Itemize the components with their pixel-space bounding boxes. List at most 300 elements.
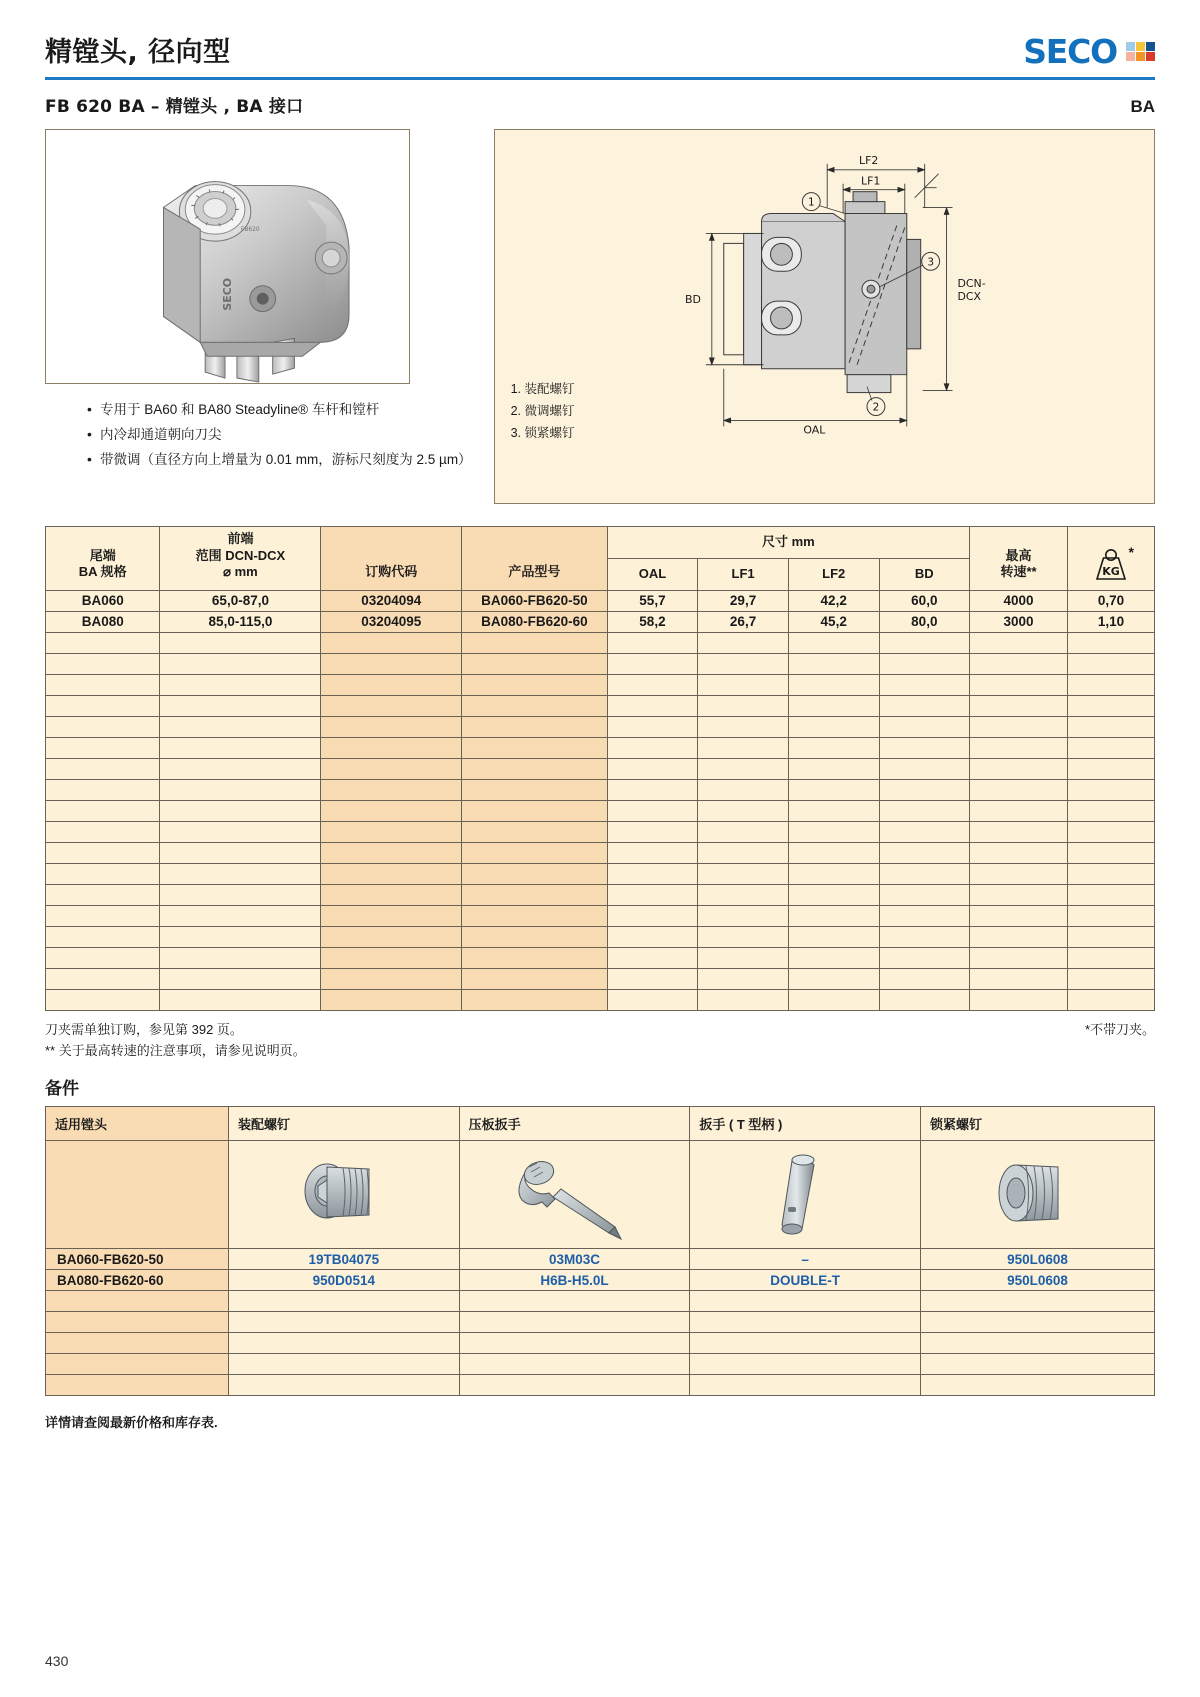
cell-empty: [462, 821, 607, 842]
cell-empty: [1067, 737, 1154, 758]
acc-col-header-mount-screw: 装配螺钉: [228, 1107, 459, 1141]
acc-cell-empty: [228, 1291, 459, 1312]
cell-empty: [160, 779, 321, 800]
legend-item-3: 3. 锁紧螺钉: [510, 426, 575, 441]
svg-text:SECO: SECO: [220, 277, 234, 311]
table-row-empty: [46, 884, 1155, 905]
accessories-row-empty: [46, 1354, 1155, 1375]
col-header-max-rpm: [970, 527, 1068, 591]
page-number: 430: [45, 1653, 69, 1669]
cell-empty: [879, 737, 970, 758]
table-row-empty: [46, 695, 1155, 716]
cell-empty: [879, 968, 970, 989]
cell-empty: [607, 989, 698, 1010]
cell-empty: [788, 905, 879, 926]
acc-cell-clamp-wrench: H6B-H5.0L: [459, 1270, 690, 1291]
cell-empty: [160, 758, 321, 779]
cell-empty: [698, 947, 789, 968]
acc-cell-empty: [921, 1354, 1155, 1375]
col-header-oal: OAL: [607, 558, 698, 590]
acc-image-lock-screw: [921, 1141, 1155, 1249]
cell-empty: [321, 989, 462, 1010]
table-row-empty: [46, 989, 1155, 1010]
cell-empty: [607, 716, 698, 737]
cell-empty: [160, 842, 321, 863]
cell-empty: [607, 947, 698, 968]
product-photo-box: [45, 129, 410, 384]
cell-empty: [607, 758, 698, 779]
acc-cell-model: BA080-FB620-60: [46, 1270, 229, 1291]
cell-empty: [160, 884, 321, 905]
cell-empty: [46, 716, 160, 737]
cell-empty: [879, 989, 970, 1010]
col-header-shank-l1: 尾端: [89, 547, 116, 563]
dim-label-dcn: DCN-: [957, 277, 986, 291]
cell-oal: 55,7: [607, 590, 698, 611]
col-header-front-l2: 范围 DCN-DCX: [195, 547, 286, 563]
cell-empty: [321, 968, 462, 989]
cell-empty: [321, 863, 462, 884]
cell-empty: [1067, 716, 1154, 737]
logo-swatch-4: [1126, 52, 1135, 61]
cell-empty: [321, 821, 462, 842]
cell-bd: 80,0: [879, 611, 970, 632]
cell-empty: [462, 716, 607, 737]
cell-shank: BA060: [46, 590, 160, 611]
cell-shank: BA080: [46, 611, 160, 632]
top-panels: [45, 129, 1155, 504]
cell-empty: [1067, 842, 1154, 863]
cell-empty: [788, 779, 879, 800]
specification-table: [45, 526, 1155, 1011]
weight-kg-icon: [1090, 543, 1134, 581]
cell-empty: [46, 989, 160, 1010]
cell-empty: [788, 926, 879, 947]
cell-empty: [160, 968, 321, 989]
product-photo: [46, 130, 409, 383]
table-row: [46, 611, 1155, 632]
cell-empty: [607, 926, 698, 947]
acc-cell-empty: [46, 1333, 229, 1354]
acc-cell-t-wrench: –: [690, 1249, 921, 1270]
cell-empty: [462, 800, 607, 821]
cell-empty: [970, 884, 1068, 905]
cell-empty: [462, 905, 607, 926]
table-notes: [45, 1020, 1155, 1062]
accessories-header-row: [46, 1107, 1155, 1141]
lock-screw-icon: [986, 1145, 1090, 1241]
acc-cell-empty: [459, 1291, 690, 1312]
cell-empty: [879, 632, 970, 653]
cell-empty: [321, 779, 462, 800]
cell-empty: [1067, 779, 1154, 800]
acc-cell-empty: [690, 1375, 921, 1396]
cell-empty: [970, 737, 1068, 758]
cell-empty: [462, 758, 607, 779]
cell-empty: [46, 842, 160, 863]
cell-empty: [879, 863, 970, 884]
cell-empty: [321, 758, 462, 779]
legend-item-1: 1. 装配螺钉: [510, 382, 575, 397]
cell-empty: [970, 674, 1068, 695]
cell-empty: [970, 716, 1068, 737]
header-rule: [45, 77, 1155, 80]
table-row-empty: [46, 779, 1155, 800]
acc-cell-t-wrench: DOUBLE-T: [690, 1270, 921, 1291]
cell-empty: [788, 737, 879, 758]
logo-swatch-2: [1136, 42, 1145, 51]
cell-bd: 60,0: [879, 590, 970, 611]
cell-empty: [788, 653, 879, 674]
cell-empty: [607, 821, 698, 842]
cell-empty: [607, 884, 698, 905]
cell-empty: [321, 632, 462, 653]
table-row-empty: [46, 758, 1155, 779]
cell-empty: [160, 947, 321, 968]
cell-empty: [462, 779, 607, 800]
cell-empty: [788, 989, 879, 1010]
cell-empty: [698, 968, 789, 989]
cell-empty: [46, 905, 160, 926]
cell-empty: [462, 884, 607, 905]
cell-lf1: 26,7: [698, 611, 789, 632]
seco-logo: [1023, 32, 1155, 71]
feature-bullet-0: • 专用于 BA60 和 BA80 Steadyline® 车杆和镗杆: [85, 398, 472, 423]
accessories-row: [46, 1249, 1155, 1270]
cell-empty: [698, 674, 789, 695]
t-wrench-icon: [509, 1145, 639, 1241]
accessories-section-title: 备件: [45, 1079, 79, 1100]
cell-empty: [788, 674, 879, 695]
cell-lf2: 45,2: [788, 611, 879, 632]
cell-empty: [462, 968, 607, 989]
cell-empty: [46, 674, 160, 695]
svg-text:FB620: FB620: [240, 226, 260, 234]
legend-item-2: 2. 微调螺钉: [510, 404, 575, 419]
table-header-row-1: [46, 527, 1155, 559]
dim-label-lf2: LF2: [858, 153, 878, 167]
cell-empty: [462, 926, 607, 947]
cell-empty: [1067, 800, 1154, 821]
col-header-order-code: 订购代码: [321, 527, 462, 591]
cell-empty: [1067, 632, 1154, 653]
cell-empty: [879, 842, 970, 863]
cell-empty: [321, 695, 462, 716]
cell-empty: [788, 947, 879, 968]
cell-empty: [160, 800, 321, 821]
cell-empty: [1067, 653, 1154, 674]
cell-empty: [321, 800, 462, 821]
col-header-shank: [46, 527, 160, 591]
col-header-front-range: [160, 527, 321, 591]
cell-empty: [46, 695, 160, 716]
accessories-row-empty: [46, 1375, 1155, 1396]
cell-product: BA060-FB620-50: [462, 590, 607, 611]
acc-cell-empty: [46, 1312, 229, 1333]
table-row-empty: [46, 653, 1155, 674]
cell-empty: [970, 968, 1068, 989]
technical-drawing: [495, 130, 1154, 503]
acc-cell-empty: [690, 1354, 921, 1375]
cell-empty: [462, 632, 607, 653]
cell-empty: [462, 863, 607, 884]
acc-cell-mount-screw: 19TB04075: [228, 1249, 459, 1270]
footer-note: 详情请查阅最新价格和库存表.: [45, 1415, 218, 1431]
cell-empty: [462, 989, 607, 1010]
cell-lf1: 29,7: [698, 590, 789, 611]
cell-empty: [46, 863, 160, 884]
acc-cell-empty: [46, 1354, 229, 1375]
cell-empty: [1067, 695, 1154, 716]
col-header-product-type: 产品型号: [462, 527, 607, 591]
cell-empty: [788, 821, 879, 842]
acc-cell-empty: [690, 1312, 921, 1333]
table-row-empty: [46, 842, 1155, 863]
cell-empty: [607, 695, 698, 716]
cell-empty: [607, 779, 698, 800]
acc-cell-mount-screw: 950D0514: [228, 1270, 459, 1291]
cell-empty: [46, 653, 160, 674]
cell-empty: [607, 653, 698, 674]
cell-empty: [607, 968, 698, 989]
cell-empty: [160, 926, 321, 947]
cell-empty: [788, 884, 879, 905]
accessories-row-empty: [46, 1333, 1155, 1354]
weight-icon-box: [1071, 531, 1151, 581]
product-family-label: FB 620 BA – 精镗头 , BA 接口: [45, 97, 304, 117]
cell-empty: [160, 821, 321, 842]
acc-cell-lock-screw: 950L0608: [921, 1249, 1155, 1270]
cell-empty: [879, 926, 970, 947]
cell-range: 85,0-115,0: [160, 611, 321, 632]
acc-cell-empty: [228, 1333, 459, 1354]
table-row-empty: [46, 821, 1155, 842]
cell-empty: [46, 758, 160, 779]
cell-empty: [46, 779, 160, 800]
cell-empty: [698, 800, 789, 821]
cell-empty: [462, 947, 607, 968]
cell-empty: [46, 737, 160, 758]
acc-col-header-clamp-wrench: 压板扳手: [459, 1107, 690, 1141]
accessories-row: [46, 1270, 1155, 1291]
cell-empty: [698, 989, 789, 1010]
cell-empty: [160, 716, 321, 737]
cell-empty: [970, 695, 1068, 716]
cell-empty: [788, 716, 879, 737]
acc-image-blank: [46, 1141, 229, 1249]
accessories-table: [45, 1106, 1155, 1396]
cell-empty: [160, 695, 321, 716]
cell-empty: [970, 779, 1068, 800]
cell-empty: [1067, 947, 1154, 968]
acc-cell-empty: [46, 1291, 229, 1312]
dim-label-dcx: DCX: [957, 290, 981, 304]
cell-empty: [46, 632, 160, 653]
corner-code-label: BA: [1130, 97, 1155, 116]
dim-label-bd: BD: [684, 293, 701, 307]
cell-lf2: 42,2: [788, 590, 879, 611]
cell-empty: [970, 653, 1068, 674]
cell-empty: [160, 653, 321, 674]
cell-empty: [970, 863, 1068, 884]
cell-empty: [879, 695, 970, 716]
acc-col-header-model: 适用镗头: [46, 1107, 229, 1141]
cell-empty: [698, 716, 789, 737]
cell-empty: [462, 737, 607, 758]
cell-empty: [607, 905, 698, 926]
cell-empty: [970, 842, 1068, 863]
specification-table-body: [46, 590, 1155, 1010]
cell-empty: [879, 905, 970, 926]
table-row-empty: [46, 947, 1155, 968]
cell-kg: 1,10: [1067, 611, 1154, 632]
cell-empty: [607, 800, 698, 821]
table-row-empty: [46, 926, 1155, 947]
cell-empty: [160, 674, 321, 695]
cell-order-code: 03204094: [321, 590, 462, 611]
cell-kg: 0,70: [1067, 590, 1154, 611]
acc-cell-empty: [459, 1312, 690, 1333]
cell-empty: [698, 926, 789, 947]
cell-empty: [321, 737, 462, 758]
acc-cell-empty: [921, 1375, 1155, 1396]
cell-empty: [788, 842, 879, 863]
cell-empty: [321, 653, 462, 674]
cell-empty: [1067, 758, 1154, 779]
acc-cell-empty: [921, 1291, 1155, 1312]
cell-empty: [879, 653, 970, 674]
cell-empty: [788, 758, 879, 779]
cell-empty: [1067, 884, 1154, 905]
cell-empty: [788, 632, 879, 653]
note-line-2: ** 关于最高转速的注意事项，请参见说明页。: [45, 1042, 306, 1058]
technical-diagram-box: [494, 129, 1155, 504]
cell-empty: [879, 884, 970, 905]
acc-cell-empty: [228, 1375, 459, 1396]
col-header-lf2: LF2: [788, 558, 879, 590]
cell-empty: [970, 947, 1068, 968]
seco-logo-text: SECO: [1023, 32, 1117, 71]
cell-empty: [160, 863, 321, 884]
table-row-empty: [46, 737, 1155, 758]
cell-empty: [462, 653, 607, 674]
table-row-empty: [46, 863, 1155, 884]
acc-cell-empty: [228, 1312, 459, 1333]
cell-empty: [970, 800, 1068, 821]
cell-product: BA080-FB620-60: [462, 611, 607, 632]
cell-empty: [970, 758, 1068, 779]
logo-swatch-3: [1146, 42, 1155, 51]
cell-empty: [160, 632, 321, 653]
sub-header: [45, 92, 1155, 117]
cell-empty: [321, 674, 462, 695]
cell-empty: [321, 947, 462, 968]
table-row-empty: [46, 905, 1155, 926]
cell-empty: [879, 800, 970, 821]
table-row-empty: [46, 800, 1155, 821]
cell-rpm: 3000: [970, 611, 1068, 632]
accessories-table-body: [46, 1249, 1155, 1396]
cell-empty: [321, 926, 462, 947]
cell-empty: [698, 632, 789, 653]
col-header-rpm-l1: 最高: [1005, 547, 1032, 563]
acc-cell-empty: [921, 1312, 1155, 1333]
cell-empty: [698, 779, 789, 800]
cell-empty: [1067, 968, 1154, 989]
acc-cell-empty: [921, 1333, 1155, 1354]
cell-empty: [698, 842, 789, 863]
acc-image-mount-screw: [228, 1141, 459, 1249]
cell-oal: 58,2: [607, 611, 698, 632]
accessories-row-empty: [46, 1291, 1155, 1312]
accessories-row-empty: [46, 1312, 1155, 1333]
dim-label-lf1: LF1: [860, 174, 880, 188]
note-right: *不带刀夹。: [1084, 1021, 1155, 1037]
cell-empty: [879, 947, 970, 968]
cell-empty: [607, 674, 698, 695]
table-row: [46, 590, 1155, 611]
cell-empty: [46, 800, 160, 821]
col-header-front-l1: 前端: [227, 531, 254, 546]
cell-empty: [607, 737, 698, 758]
callout-3: 3: [926, 256, 934, 269]
cell-rpm: 4000: [970, 590, 1068, 611]
cell-empty: [46, 968, 160, 989]
cell-empty: [788, 863, 879, 884]
t-handle-icon: [762, 1145, 848, 1241]
col-header-bd: BD: [879, 558, 970, 590]
cell-empty: [879, 758, 970, 779]
acc-col-header-t-wrench: 扳手 ( T 型柄 ): [690, 1107, 921, 1141]
cell-empty: [1067, 821, 1154, 842]
diagram-legend: [511, 379, 575, 445]
dim-label-oal: OAL: [802, 423, 825, 437]
cell-empty: [970, 821, 1068, 842]
note-line-1: 刀夹需单独订购，参见第 392 页。: [45, 1021, 243, 1037]
cell-empty: [462, 695, 607, 716]
cell-empty: [462, 842, 607, 863]
cell-empty: [879, 821, 970, 842]
photo-column: [45, 129, 472, 486]
acc-cell-empty: [459, 1354, 690, 1375]
callout-1: 1: [807, 196, 815, 209]
cell-empty: [970, 989, 1068, 1010]
feature-bullet-list: [45, 398, 472, 473]
cell-empty: [46, 926, 160, 947]
cell-empty: [46, 821, 160, 842]
cell-empty: [321, 716, 462, 737]
cell-empty: [1067, 989, 1154, 1010]
cell-empty: [698, 758, 789, 779]
cell-empty: [788, 695, 879, 716]
cell-empty: [462, 674, 607, 695]
feature-bullet-2: • 带微调（直径方向上增量为 0.01 mm，游标尺刻度为 2.5 µm）: [85, 448, 472, 473]
acc-image-t-wrench: [690, 1141, 921, 1249]
col-header-front-l3: ⌀ mm: [223, 564, 258, 580]
cell-empty: [879, 716, 970, 737]
cell-empty: [321, 884, 462, 905]
svg-text:KG: KG: [1102, 564, 1120, 578]
cell-empty: [1067, 674, 1154, 695]
acc-cell-empty: [690, 1333, 921, 1354]
cell-empty: [698, 863, 789, 884]
col-header-lf1: LF1: [698, 558, 789, 590]
cell-empty: [321, 905, 462, 926]
callout-2: 2: [872, 401, 879, 414]
cell-empty: [46, 884, 160, 905]
cell-empty: [1067, 863, 1154, 884]
acc-cell-empty: [459, 1375, 690, 1396]
